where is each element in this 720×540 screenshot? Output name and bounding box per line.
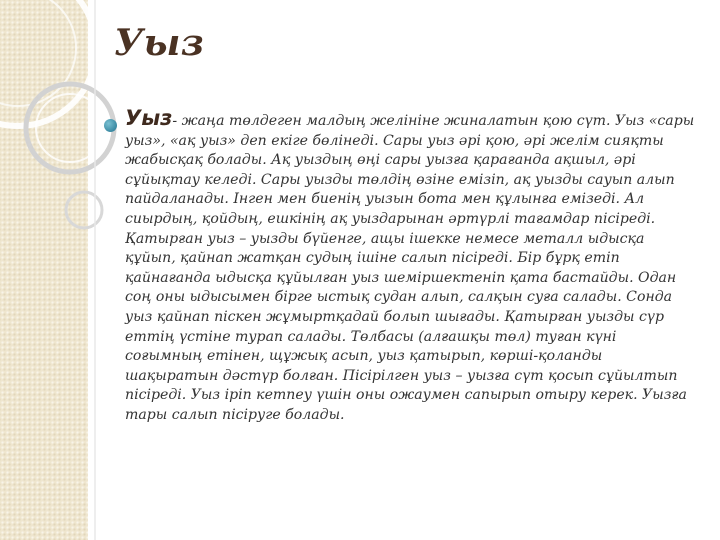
slide-title: Уыз bbox=[114, 22, 205, 64]
slide-body-text bbox=[125, 106, 695, 426]
term-heading: Уыз bbox=[125, 106, 173, 130]
decorative-side-band bbox=[0, 0, 88, 540]
term-definition: - жаңа төлдеген малдың желініне жиналатын қою сүт. Уыз «сары уыз», «ақ уыз» деп екіге бөлінеді. Сары уыз әрі қою, әрі желім сияқты жабысқақ болады. Ақ уыздың өңі сары уызға қарағанда ақшыл, әрі сұйықтау келеді. Сары уызды төлдің өзіне емізіп, ақ уызды сауып алып пайдаланады. Інген мен биенің уызын бота мен құлынға емізеді. Ал сиырдың, қойдың, ешкінің ақ уыздарынан әртүрлі тағамдар пісіреді. Қатырған уыз – уызды бүйенге, ащы ішекке немесе металл ыдысқа құйып, қайнап жатқан судың ішіне салып пісіреді. Бір бұрқ етіп қайнағанда ыдысқа құйылған уыз шеміршектеніп қата бастайды. Одан соң оны ыдысымен бірге ыстық судан алып, салқын суға салады. Сонда уыз қайнап піскен жұмыртқадай болып шығады. Қатырған уызды сүр еттің үстіне турап салады. Төлбасы (алғашқы төл) туған күні соғымның етінен, щұжық асып, уыз қатырып, көрші-қоланды шақыратын дәстүр болған. Пісірілген уыз – уызға сүт қосып сұйылтып пісіреді. Уыз іріп кетпеу үшін оны ожаумен сапырып отыру керек. Уызға тары салып пісіруге болады. bbox=[125, 113, 695, 423]
bullet-icon bbox=[104, 119, 117, 132]
